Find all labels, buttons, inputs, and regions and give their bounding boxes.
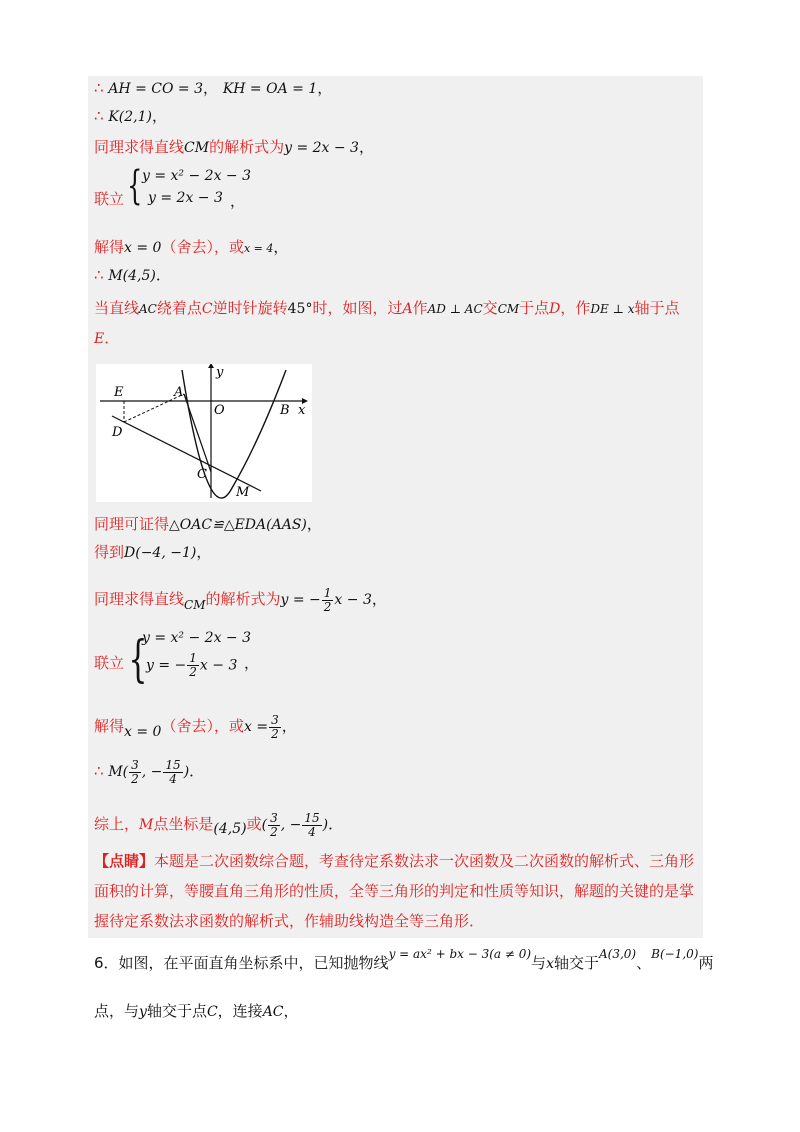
question-6-line-1: 6．如图，在平面直角坐标系中，已知抛物线$^{y = ax^2 + bx - 3(a \ne 0)}$与x轴交于$^{A(3,0)}$、$^{B(-1,0)}$两 — [94, 947, 714, 972]
question-number: 6． — [94, 954, 119, 972]
label-m: M — [236, 485, 250, 500]
line-rotate-description: 当直线AC绕着点C逆时针旋转45°时，如图，过A作AD ⊥ AC交CM于点D，作DE ⊥ x轴于点 — [94, 299, 680, 317]
key-point-tag: 【点睛】 — [94, 852, 155, 870]
line-ah-co: ∴ AH = CO = 3， KH = OA = 1， — [94, 79, 333, 97]
label-y: y — [216, 365, 224, 380]
therefore-symbol: ∴ — [94, 79, 104, 97]
line-k-point: ∴ K(2,1)， — [94, 107, 167, 125]
key-point-comment: 【点睛】本题是二次函数综合题，考查待定系数法求一次函数及二次函数的解析式、三角形面积的计算，等腰直角三角形的性质，全等三角形的判定和性质等知识，解题的关键的是掌握待定系数法求函数的解析式，作辅助线构造全等三角形． — [94, 852, 695, 930]
label-x: x — [298, 403, 306, 418]
parabola-figure — [96, 364, 312, 502]
line-point-e: E． — [94, 329, 120, 347]
line-conclusion: 综上，M点坐标是(4,5)或( $\frac{3}{2}$ , − $\frac{15}{4}$ )． — [94, 810, 344, 839]
brace: { — [128, 630, 148, 688]
label-c: C — [197, 467, 207, 482]
line-solve-1: 解得x = 0（舍去），或x = 4， — [94, 238, 289, 256]
label-b: B — [280, 403, 290, 418]
equation-system-2: 联立 { y = x² − 2x − 3 y = − $\frac{1}{2}$ x − 3 ， — [94, 630, 260, 688]
line-congruence: 同理可证得△OAC≌△EDA(AAS)， — [94, 515, 322, 533]
label-e: E — [114, 385, 124, 400]
therefore-symbol: ∴ — [94, 107, 104, 125]
line-solve-2: 解得x = 0（舍去），或x = $\frac{3}{2}$ ， — [94, 712, 297, 741]
line-m-point-1: ∴ M(4,5)． — [94, 266, 171, 284]
label-a: A — [174, 385, 184, 400]
equation-system-1: 联立 { y = x² − 2x − 3 y = 2x − 3 ， — [94, 163, 252, 210]
therefore-symbol: ∴ — [94, 762, 104, 780]
line-cm-equation-2: 同理求得直线$_{CM}$的解析式为y = − $\frac{1}{2}$ x − 3， — [94, 585, 387, 614]
line-d-point: 得到D(−4, −1)， — [94, 543, 212, 561]
line-m-point-2: ∴ M( $\frac{3}{2}$ , − $\frac{15}{4}$ )． — [94, 757, 205, 786]
therefore-symbol: ∴ — [94, 266, 104, 284]
question-6-line-2: 点，与y轴交于点C，连接AC， — [94, 1002, 299, 1020]
line-cm-equation: 同理求得直线CM的解析式为y = 2x − 3， — [94, 138, 374, 156]
label-d: D — [112, 425, 123, 440]
label-o: O — [214, 403, 225, 418]
brace: { — [127, 163, 143, 209]
